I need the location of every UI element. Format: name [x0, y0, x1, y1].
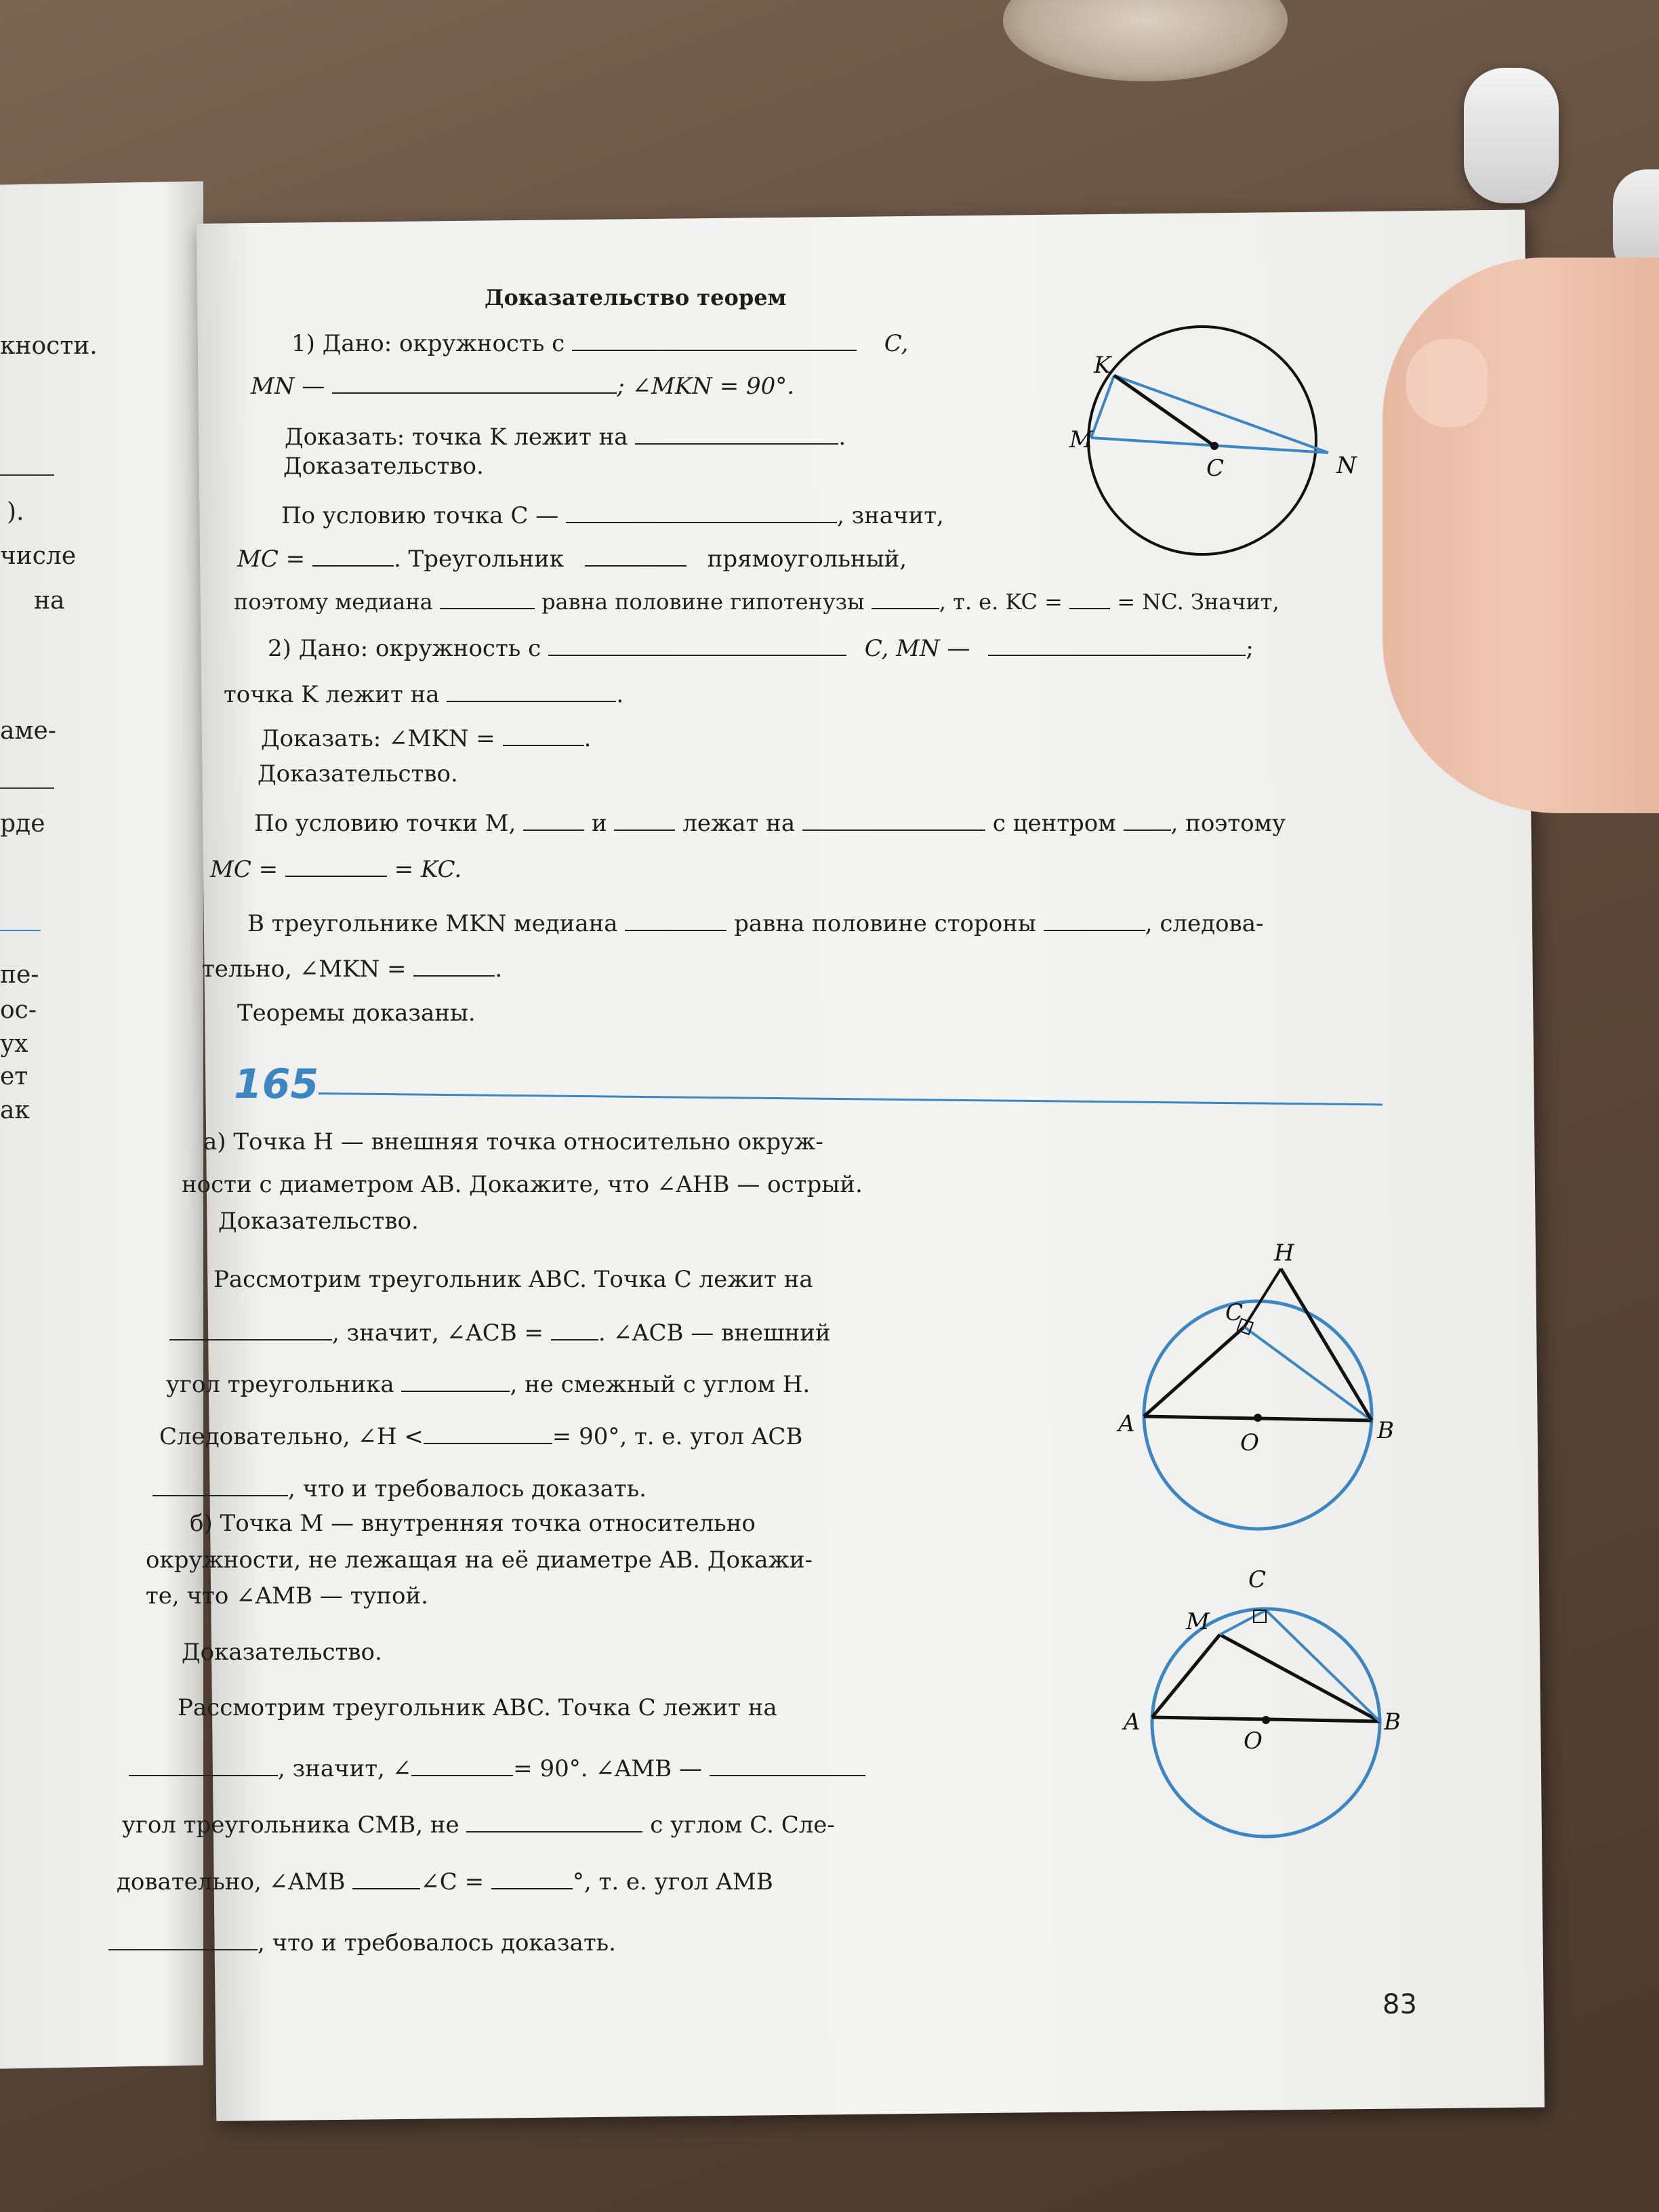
- hand: [1382, 258, 1659, 813]
- label-O: O: [1244, 1727, 1263, 1755]
- text: ∠C =: [420, 1868, 485, 1896]
- answer-blank[interactable]: [625, 907, 726, 931]
- a-line1: а) Точка H — внешняя точка относительно окруж-: [203, 1128, 823, 1155]
- text: , значит,: [836, 502, 944, 529]
- label-N: N: [1336, 452, 1357, 479]
- text: = 90°. ∠AMB —: [513, 1755, 702, 1782]
- b-line3: те, что ∠AMB — тупой.: [146, 1582, 428, 1610]
- p1-line2: [251, 369, 794, 400]
- text: , значит, ∠: [278, 1755, 412, 1782]
- text: 1) Дано: окружность с: [291, 330, 565, 357]
- text: , поэтому: [1170, 810, 1286, 837]
- a-proof-title: Доказательство.: [218, 1208, 419, 1235]
- text: В треугольнике MKN медиана: [247, 910, 618, 937]
- page-number: 83: [1382, 1989, 1417, 2020]
- left-underline: [0, 474, 54, 476]
- white-device: [1464, 68, 1559, 203]
- text: тельно, ∠MKN =: [202, 956, 407, 983]
- text: лежат на: [682, 810, 796, 837]
- a-l3: [166, 1368, 810, 1398]
- text: довательно, ∠AMB: [117, 1868, 346, 1896]
- b-line2: окружности, не лежащая на её диаметре AB. Докажи-: [146, 1547, 813, 1574]
- text: равна половине стороны: [734, 910, 1036, 937]
- answer-blank[interactable]: [1124, 806, 1171, 831]
- text: с углом C. Сле-: [650, 1811, 835, 1839]
- thumbnail-nail: [1406, 339, 1488, 427]
- text: , не смежный с углом H.: [510, 1371, 811, 1398]
- answer-blank[interactable]: [108, 1926, 258, 1950]
- text: угол треугольника: [166, 1371, 394, 1398]
- answer-blank[interactable]: [129, 1752, 278, 1776]
- answer-blank[interactable]: [447, 678, 616, 702]
- label-H: H: [1274, 1240, 1294, 1267]
- left-fragment: рде: [0, 810, 45, 838]
- text: 2) Дано: окружность с: [268, 635, 541, 662]
- text: MN —: [251, 373, 325, 400]
- answer-blank[interactable]: [548, 632, 846, 656]
- b-line1: б) Точка M — внутренняя точка относительно: [190, 1510, 756, 1537]
- left-blue-rule: [0, 930, 41, 931]
- answer-blank[interactable]: [424, 1420, 552, 1444]
- b-proof-title: Доказательство.: [182, 1639, 382, 1666]
- figure-circle-kmn: [1057, 325, 1357, 556]
- text: , значит, ∠ACB =: [332, 1319, 544, 1347]
- p1-l3: [234, 586, 1279, 615]
- p2-l1: [254, 806, 1286, 837]
- text: = 90°, т. е. угол ACB: [552, 1423, 803, 1450]
- text: с центром: [992, 810, 1116, 837]
- left-underline: [0, 787, 54, 789]
- label-A: A: [1118, 1410, 1135, 1437]
- text: , следова-: [1145, 910, 1264, 937]
- a-l2: [169, 1316, 831, 1347]
- text: равна половине гипотенузы: [541, 589, 865, 615]
- a-line2: ности с диаметром AB. Докажите, что ∠AHB — острый.: [182, 1171, 863, 1198]
- left-fragment: ак: [0, 1097, 30, 1124]
- p1-prove: Доказать: точка K лежит на .: [285, 420, 846, 451]
- answer-blank[interactable]: [872, 586, 939, 609]
- answer-blank[interactable]: [1069, 586, 1110, 609]
- p1-line1: [291, 327, 908, 357]
- answer-blank[interactable]: [401, 1368, 510, 1392]
- answer-blank[interactable]: [988, 632, 1246, 656]
- text: °, т. е. угол AMB: [572, 1868, 773, 1896]
- answer-blank[interactable]: [566, 499, 837, 523]
- answer-blank[interactable]: [491, 1865, 573, 1889]
- left-fragment: аме-: [0, 717, 56, 745]
- text: ;: [1246, 635, 1254, 662]
- left-fragment: пе-: [0, 961, 39, 989]
- left-fragment: ).: [7, 498, 24, 526]
- text: ; ∠MKN = 90°.: [617, 373, 795, 400]
- b-l2: [129, 1752, 865, 1782]
- text: Доказать: ∠MKN =: [261, 725, 495, 752]
- b-l4: [117, 1865, 773, 1896]
- text: = NC. Значит,: [1117, 589, 1279, 615]
- answer-blank[interactable]: [312, 542, 394, 567]
- answer-blank[interactable]: [352, 1865, 420, 1889]
- b-l3: [122, 1808, 835, 1839]
- text: . ∠ACB — внешний: [598, 1319, 831, 1347]
- left-fragment: ет: [0, 1063, 28, 1090]
- answer-blank[interactable]: [169, 1316, 332, 1340]
- answer-blank[interactable]: [551, 1316, 598, 1340]
- text: поэтому медиана: [234, 589, 433, 615]
- left-fragment: числе: [0, 542, 77, 570]
- text: C,: [884, 330, 909, 357]
- b-l1: Рассмотрим треугольник ABC. Точка C лежит на: [178, 1694, 777, 1721]
- figure-triangle-ahb: [1111, 1233, 1423, 1518]
- left-fragment: на: [34, 587, 65, 615]
- p2-l4: тельно, ∠MKN = .: [202, 952, 502, 983]
- p1-l1: [281, 499, 944, 529]
- left-fragment: ух: [0, 1030, 28, 1058]
- p2-line1: [268, 632, 1254, 662]
- answer-blank[interactable]: [572, 327, 857, 351]
- page-heading: Доказательство теорем: [485, 285, 787, 310]
- label-C: C: [1225, 1299, 1244, 1326]
- text: Следовательно, ∠H <: [159, 1423, 424, 1450]
- text: прямоугольный,: [707, 546, 907, 573]
- label-C: C: [1206, 455, 1225, 482]
- answer-blank[interactable]: [285, 853, 387, 877]
- text: = KC.: [394, 856, 462, 883]
- p2-conclusion: Теоремы доказаны.: [237, 1000, 476, 1027]
- answer-blank[interactable]: [710, 1752, 865, 1776]
- p2-l2: [210, 853, 462, 883]
- answer-blank[interactable]: [440, 586, 535, 609]
- text: По условию точка C —: [281, 502, 559, 529]
- label-B: B: [1377, 1417, 1394, 1444]
- answer-blank[interactable]: [523, 806, 584, 831]
- p2-prove: Доказать: ∠MKN = .: [261, 722, 591, 752]
- answer-blank[interactable]: [1044, 907, 1145, 931]
- text: , т. е. KC =: [939, 589, 1063, 615]
- text: . Треугольник: [393, 546, 565, 573]
- label-M: M: [1069, 426, 1093, 453]
- text: MC =: [237, 546, 306, 573]
- left-fragment: ос-: [0, 996, 37, 1024]
- answer-blank[interactable]: [802, 806, 985, 831]
- answer-blank[interactable]: [585, 542, 687, 567]
- left-page: [0, 181, 203, 2068]
- answer-blank[interactable]: [466, 1808, 642, 1832]
- figure-triangle-amb: [1118, 1552, 1430, 1837]
- p1-proof-title: Доказательство.: [283, 453, 484, 480]
- answer-blank[interactable]: [411, 1752, 513, 1776]
- answer-blank[interactable]: [635, 420, 838, 445]
- text: , что и требовалось доказать.: [258, 1929, 616, 1957]
- label-K: K: [1094, 352, 1111, 379]
- label-A: A: [1124, 1708, 1141, 1736]
- p1-l2: [237, 542, 907, 573]
- text: По условию точки M,: [254, 810, 516, 837]
- text: и: [591, 810, 607, 837]
- p2-line2: точка K лежит на .: [224, 678, 623, 708]
- label-M: M: [1186, 1608, 1210, 1635]
- left-fragment: кности.: [0, 332, 98, 360]
- text: , что и требовалось доказать.: [288, 1475, 647, 1502]
- task-number: 165: [234, 1061, 319, 1108]
- answer-blank[interactable]: [332, 369, 617, 394]
- answer-blank[interactable]: [152, 1472, 288, 1496]
- text: Доказать: точка K лежит на: [285, 424, 628, 451]
- label-O: O: [1240, 1429, 1259, 1456]
- a-l4: [159, 1420, 802, 1450]
- a-l5: [152, 1472, 647, 1502]
- label-C: C: [1248, 1566, 1267, 1593]
- p2-l3: [247, 907, 1263, 937]
- answer-blank[interactable]: [413, 952, 495, 977]
- text: C, MN —: [864, 635, 970, 662]
- text: MC =: [210, 856, 279, 883]
- text: точка K лежит на: [224, 681, 440, 708]
- text: угол треугольника CMB, не: [122, 1811, 459, 1839]
- label-B: B: [1384, 1708, 1401, 1736]
- answer-blank[interactable]: [503, 722, 584, 746]
- b-l5: [108, 1926, 616, 1957]
- p2-proof-title: Доказательство.: [258, 760, 458, 787]
- a-l1: Рассмотрим треугольник ABC. Точка C лежит на: [213, 1266, 813, 1293]
- answer-blank[interactable]: [614, 806, 675, 831]
